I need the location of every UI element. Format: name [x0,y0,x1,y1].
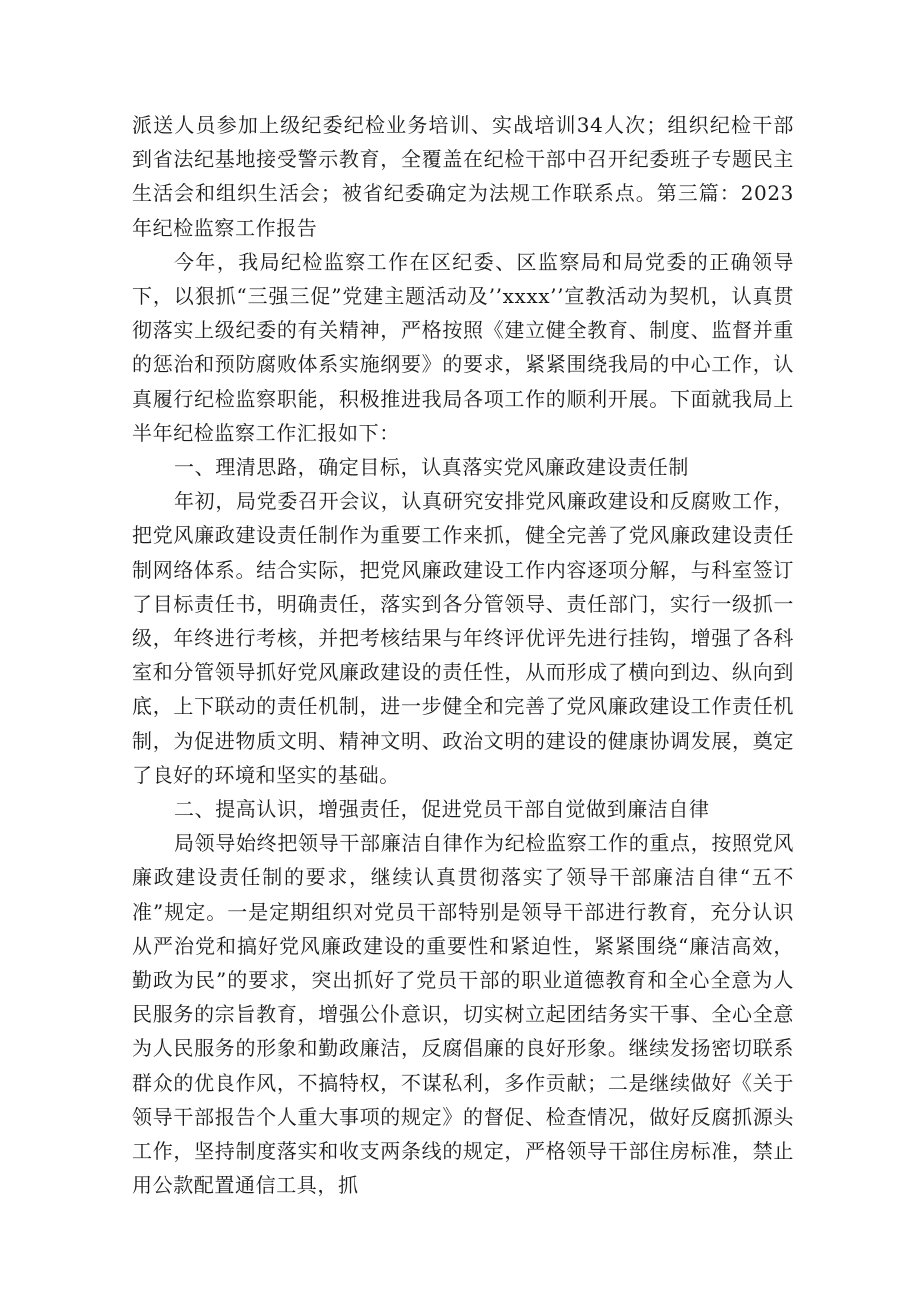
section-heading-2: 二、提高认识，增强责任，促进党员干部自觉做到廉洁自律 [174,797,710,822]
section-heading-1: 一、理清思路，确定目标，认真落实党风廉政建设责任制 [174,455,689,480]
paragraph-2: 今年，我局纪检监察工作在区纪委、区监察局和局党委的正确领导下，以狠抓“三强三促”党建主题活动及’’xxxx’’宣教活动为契机，认真贯彻落实上级纪委的有关精神，严格按照《建立健全教育、制度、监督并重的惩治和预防腐败体系实施纲要》的要求，紧紧围绕我局的中心工作，认真履行纪检监察职能，积极推进我局各项工作的顺利开展。下面就我局上半年纪检监察工作汇报如下： [132,249,794,445]
paragraph-3: 年初，局党委召开会议，认真研究安排党风廉政建设和反腐败工作，把党风廉政建设责任制作为重要工作来抓，健全完善了党风廉政建设责任制网络体系。结合实际，把党风廉政建设工作内容逐项分解，与科室签订了目标责任书，明确责任，落实到各分管领导、责任部门，实行一级抓一级，年终进行考核，并把考核结果与年终评优评先进行挂钩，增强了各科室和分管领导抓好党风廉政建设的责任性，从而形成了横向到边、纵向到底，上下联动的责任机制，进一步健全和完善了党风廉政建设工作责任机制，为促进物质文明、精神文明、政治文明的建设的健康协调发展，奠定了良好的环境和坚实的基础。 [132,489,794,787]
paragraph-1: 派送人员参加上级纪委纪检业务培训、实战培训34人次；组织纪检干部到省法纪基地接受警示教育，全覆盖在纪检干部中召开纪委班子专题民主生活会和组织生活会；被省纪委确定为法规工作联系点。第三篇：2023年纪检监察工作报告 [132,113,794,240]
document-body [132,108,794,1203]
paragraph-4: 局领导始终把领导干部廉洁自律作为纪检监察工作的重点，按照党风廉政建设责任制的要求，继续认真贯彻落实了领导干部廉洁自律“五不准”规定。一是定期组织对党员干部特别是领导干部进行教育，充分认识从严治党和搞好党风廉政建设的重要性和紧迫性，紧紧围绕“廉洁高效，勤政为民”的要求，突出抓好了党员干部的职业道德教育和全心全意为人民服务的宗旨教育，增强公仆意识，切实树立起团结务实干事、全心全意为人民服务的形象和勤政廉洁，反腐倡廉的良好形象。继续发扬密切联系群众的优良作风，不搞特权，不谋私利，多作贡献；二是继续做好《关于领导干部报告个人重大事项的规定》的督促、检查情况，做好反腐抓源头工作，坚持制度落实和收支两条线的规定，严格领导干部住房标准，禁止用公款配置通信工具，抓 [132,831,794,1198]
